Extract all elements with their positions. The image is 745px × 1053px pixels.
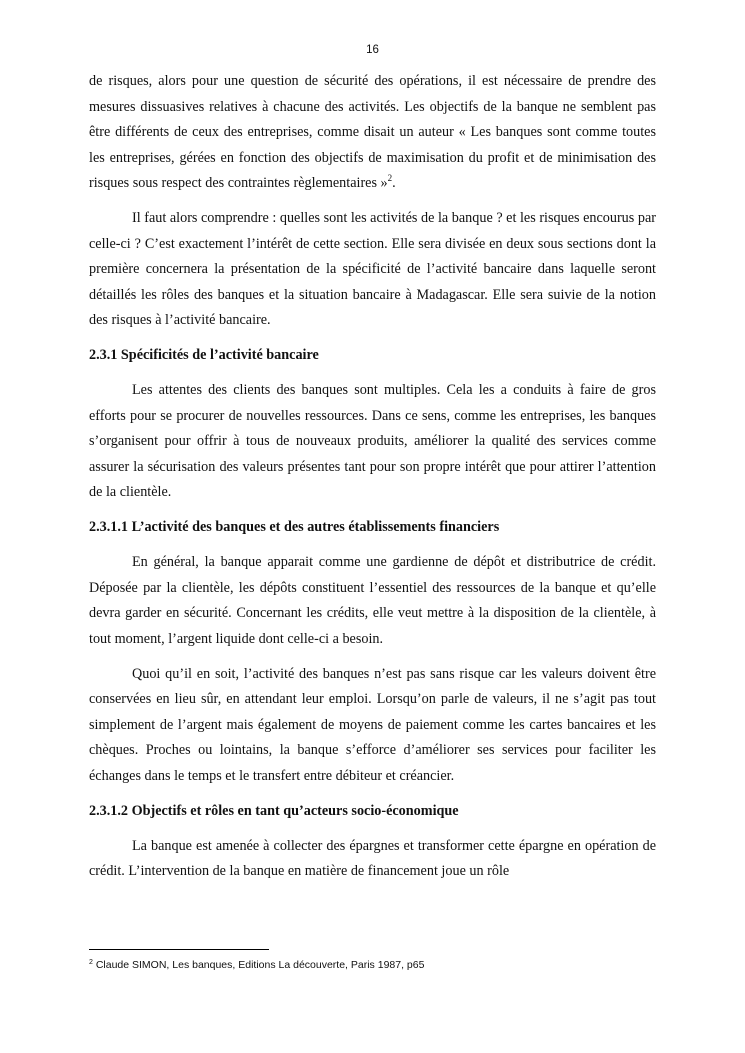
footnote — [89, 958, 424, 972]
paragraph-intro — [89, 69, 656, 197]
paragraph-savings-credit: La banque est amenée à collecter des épargnes et transformer cette épargne en opération de crédit. L’intervention de la banque en matière de financement joue un rôle — [89, 837, 656, 879]
footnote-divider — [89, 949, 269, 950]
page-number: 16 — [366, 44, 379, 56]
heading-2-3-1-2: 2.3.1.2 Objectifs et rôles en tant qu’acteurs socio-économique — [89, 802, 459, 819]
paragraph-intro-end: . — [392, 175, 396, 191]
footnote-text: Claude SIMON, Les banques, Editions La découverte, Paris 1987, p65 — [92, 959, 425, 971]
footnote-reference: 2 — [387, 173, 393, 183]
paragraph-intro-text: de risques, alors pour une question de sécurité des opérations, il est nécessaire de prendre des mesures dissuasives relatives à chacune des activités. Les objectifs de la banque ne semblent pas être différents de ceux des entreprises, comme disait un auteur « Les banques sont comme toutes les entreprises, gérées en fonction des objectifs de maximisation du profit et de minimisation des risques sous respect des contraintes règlementaires » — [89, 73, 656, 191]
paragraph-bank-risk: Quoi qu’il en soit, l’activité des banques n’est pas sans risque car les valeurs doivent être conservées en lieu sûr, en attendant leur emploi. Lorsqu’on parle de valeurs, il ne s’agit pas tout simplement de l’argent mais également de moyens de paiement comme les cartes bancaires et les chèques. Proches ou lointains, la banque s’efforce d’améliorer ses services pour faciliter les échanges dans le temps et le transfert entre débiteur et créancier. — [89, 665, 656, 784]
footnote-number: 2 — [89, 959, 93, 966]
document-body — [89, 69, 656, 885]
paragraph-section-overview: Il faut alors comprendre : quelles sont les activités de la banque ? et les risques encourus par celle-ci ? C’est exactement l’intérêt de cette section. Elle sera divisée en deux sous sections dont la première concernera la présentation de la spécificité de l’activité bancaire dans laquelle seront détaillés les rôles des banques et la situation bancaire à Madagascar. Elle sera suivie de la notion des risques à l’activité bancaire. — [89, 210, 656, 328]
paragraph-client-expectations: Les attentes des clients des banques sont multiples. Cela les a conduits à faire de gros efforts pour se procurer de nouvelles ressources. Dans ce sens, comme les entreprises, les banques s’organisent pour offrir à tous de nouveaux produits, améliorer la qualité des services comme assurer la sécurisation des valeurs présentes tant pour son propre intérêt que pour attirer l’attention de la clientèle. — [89, 382, 656, 500]
heading-2-3-1-1: 2.3.1.1 L’activité des banques et des autres établissements financiers — [89, 519, 500, 535]
heading-2-3-1: 2.3.1 Spécificités de l’activité bancaire — [89, 347, 319, 363]
paragraph-bank-role: En général, la banque apparait comme une gardienne de dépôt et distributrice de crédit. Déposée par la clientèle, les dépôts constituent l’essentiel des ressources de la banque et qu’elle devra garder en sécurité. Concernant les crédits, elle veut mettre à la disposition de la clientèle, à tout moment, l’argent liquide dont celle-ci a besoin. — [89, 554, 656, 647]
